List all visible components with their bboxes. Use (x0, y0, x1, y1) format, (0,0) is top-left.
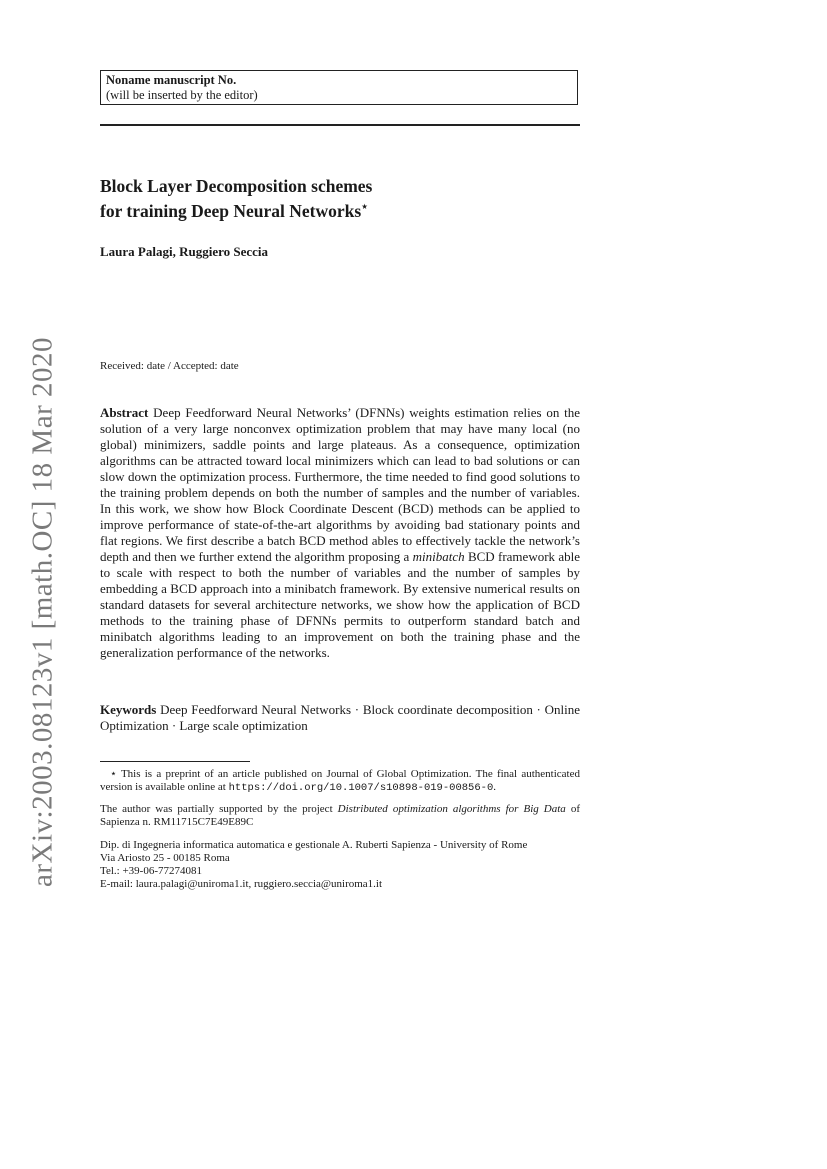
abstract-label: Abstract (100, 405, 149, 420)
affiliation-block (100, 839, 580, 891)
editor-note: (will be inserted by the editor) (106, 88, 258, 102)
affiliation-email: E-mail: laura.palagi@uniroma1.it, ruggiero.seccia@uniroma1.it (100, 878, 383, 890)
affiliation-address: Via Ariosto 25 - 00185 Roma (100, 852, 230, 864)
support-text-before: The author was partially supported by the project (100, 803, 333, 815)
manuscript-header-box (100, 70, 578, 105)
title-line-2: for training Deep Neural Networks (100, 200, 362, 221)
affiliation-phone: Tel.: +39-06-77274081 (100, 865, 202, 877)
header-rule (100, 124, 580, 126)
title-line-1: Block Layer Decomposition schemes (100, 176, 373, 196)
project-name: Distributed optimization algorithms for Big Data (337, 803, 566, 815)
abstract-section (100, 405, 580, 661)
received-date: Received: date / Accepted: date (100, 360, 239, 372)
funding-note (100, 803, 580, 829)
abstract-text-part2: BCD framework able to scale with respect to both the number of variables and the number of samples by embedding a BCD approach into a minibatch framework. By extensive numerical results on standard datasets for several architecture networks, we show how the application of BCD methods to the training phase of DFNNs permits to outperform standard batch and minibatch algorithms leading to an improvement on both the training phase and the generalization performance of the networks. (100, 549, 581, 660)
keywords-section (100, 702, 580, 734)
abstract-italic: minibatch (412, 549, 465, 564)
title-footnote-mark: ⋆ (361, 201, 369, 213)
author-list: Laura Palagi, Ruggiero Seccia (100, 244, 269, 259)
abstract-text-part1: Deep Feedforward Neural Networks’ (DFNNs) weights estimation relies on the solution of a very large nonconvex optimization problem that may have many local (no global) minimizers, saddle points and large plateaus. As a consequence, optimization algorithms can be attracted toward local minimizers which can lead to bad solutions or can slow down the optimization process. Furthermore, the time needed to find good solutions to the training problem depends on both the number of samples and the number of variables. In this work, we show how Block Coordinate Descent (BCD) methods can be applied to improve performance of state-of-the-art algorithms by avoiding bad stationary points and flat regions. We first describe a batch BCD method ables to effectively tackle the network’s depth and then we further extend the algorithm proposing a (100, 405, 581, 564)
support-text-after: of Sapienza n. RM11715C7E49E89C (100, 803, 581, 828)
keywords-text: Deep Feedforward Neural Networks · Block coordinate decomposition · Online Optimization · Large scale optimization (100, 702, 581, 733)
preprint-text: This is a preprint of an article published on Journal of Global Optimization. The final authenticated version is available online at (100, 768, 580, 793)
manuscript-number: Noname manuscript No. (106, 73, 237, 87)
footnote-star: ⋆ (110, 768, 117, 780)
paper-title (100, 176, 580, 222)
keywords-label: Keywords (100, 702, 157, 717)
preprint-footnote: ⋆ This is a preprint of an article published on Journal of Global Optimization. The final authenticated version is available online at https://doi.org/10.1007/s10898-019-00856-0. (100, 768, 580, 794)
arxiv-identifier: arXiv:2003.08123v1 [math.OC] 18 Mar 2020 (26, 337, 59, 887)
affiliation-department: Dip. di Ingegneria informatica automatica e gestionale A. Ruberti Sapienza - University of Rome (100, 839, 528, 851)
doi-link[interactable]: https://doi.org/10.1007/s10898-019-00856-0 (228, 782, 494, 794)
footnote-rule (100, 761, 250, 762)
